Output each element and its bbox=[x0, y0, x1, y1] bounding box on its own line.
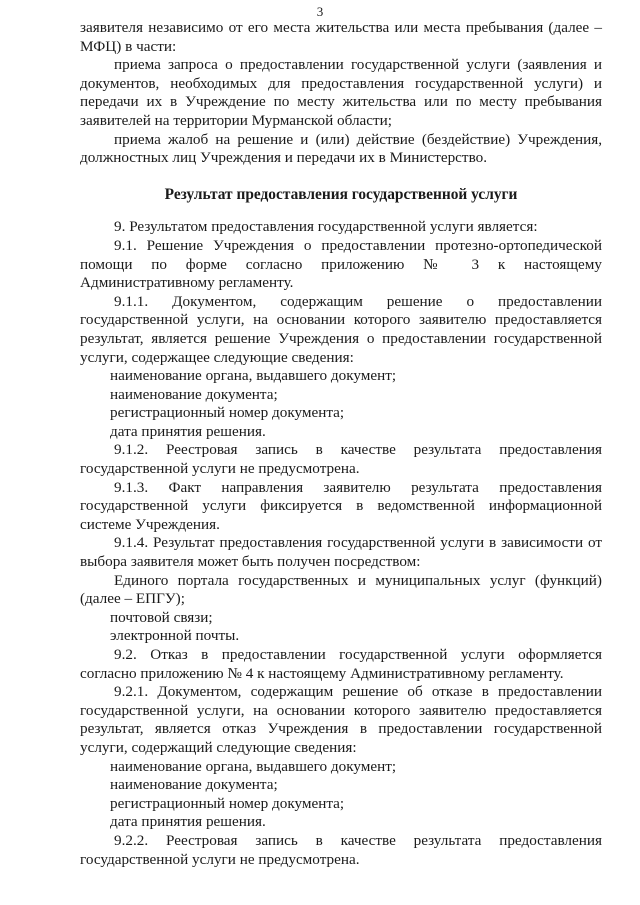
list-item: наименование документа; bbox=[110, 385, 278, 403]
paragraph-9-1: 9.1. Решение Учреждения о предоставлении протезно-ортопедической помощи по форме согласно приложению № 3 к настоящему Административному регламенту. bbox=[80, 236, 602, 292]
intro-paragraph: заявителя независимо от его места жительства или места пребывания (далее – МФЦ) в части: bbox=[80, 19, 602, 55]
list-item: дата принятия решения. bbox=[110, 813, 266, 831]
paragraph-9-2-1: 9.2.1. Документом, содержащим решение об отказе в предоставлении государственной услуги, на основании которого заявителю предоставляется результат, является отказ Учреждения в предоставлении государственной услуги, содержащий следующие сведения: bbox=[80, 683, 602, 756]
paragraph-9-1-1: 9.1.1. Документом, содержащим решение о предоставлении государственной услуги, на основании которого заявителю предоставляется результат, является решение Учреждения о предоставлении государственной услуги, содержащее следующие сведения: bbox=[80, 292, 602, 366]
paragraph-9-1-2: 9.1.2. Реестровая запись в качестве результата предоставления государственной услуги не предусмотрена. bbox=[80, 441, 602, 478]
intro-item-complaints: приема жалоб на решение и (или) действие (бездействие) Учреждения, должностных лиц Учреждения и передачи их в Министерство. bbox=[80, 130, 602, 167]
paragraph-9-2: 9.2. Отказ в предоставлении государственной услуги оформляется согласно приложению № 4 к настоящему Административному регламенту. bbox=[80, 646, 602, 682]
list-item: наименование документа; bbox=[110, 776, 278, 794]
paragraph-9-1-3: 9.1.3. Факт направления заявителю результата предоставления государственной услуги фиксируется в ведомственной информационной системе Учреждения. bbox=[80, 478, 602, 533]
channel-epgu: Единого портала государственных и муниципальных услуг (функций) (далее – ЕПГУ); bbox=[80, 571, 602, 608]
list-item: регистрационный номер документа; bbox=[110, 404, 345, 422]
page-number: 3 bbox=[316, 4, 324, 19]
channel-post: почтовой связи; bbox=[110, 608, 213, 626]
section-heading: Результат предоставления государственной услуги bbox=[164, 185, 518, 203]
channel-email: электронной почты. bbox=[110, 627, 240, 645]
list-item: наименование органа, выдавшего документ; bbox=[110, 367, 397, 385]
paragraph-9-2-2: 9.2.2. Реестровая запись в качестве результата предоставления государственной услуги не предусмотрена. bbox=[80, 831, 602, 868]
list-item: регистрационный номер документа; bbox=[110, 794, 345, 812]
list-item: дата принятия решения. bbox=[110, 422, 266, 440]
document-body bbox=[80, 19, 602, 869]
paragraph-9: 9. Результатом предоставления государственной услуги является: bbox=[114, 218, 538, 236]
list-item: наименование органа, выдавшего документ; bbox=[110, 757, 397, 775]
paragraph-9-1-4: 9.1.4. Результат предоставления государственной услуги в зависимости от выбора заявителя может быть получен посредством: bbox=[80, 534, 602, 571]
intro-item-requests: приема запроса о предоставлении государственной услуги (заявления и документов, необходимых для предоставления государственной услуги) и передачи их в Учреждение по месту жительства или по месту пребывания заявителей на территории Мурманской области; bbox=[80, 56, 602, 129]
